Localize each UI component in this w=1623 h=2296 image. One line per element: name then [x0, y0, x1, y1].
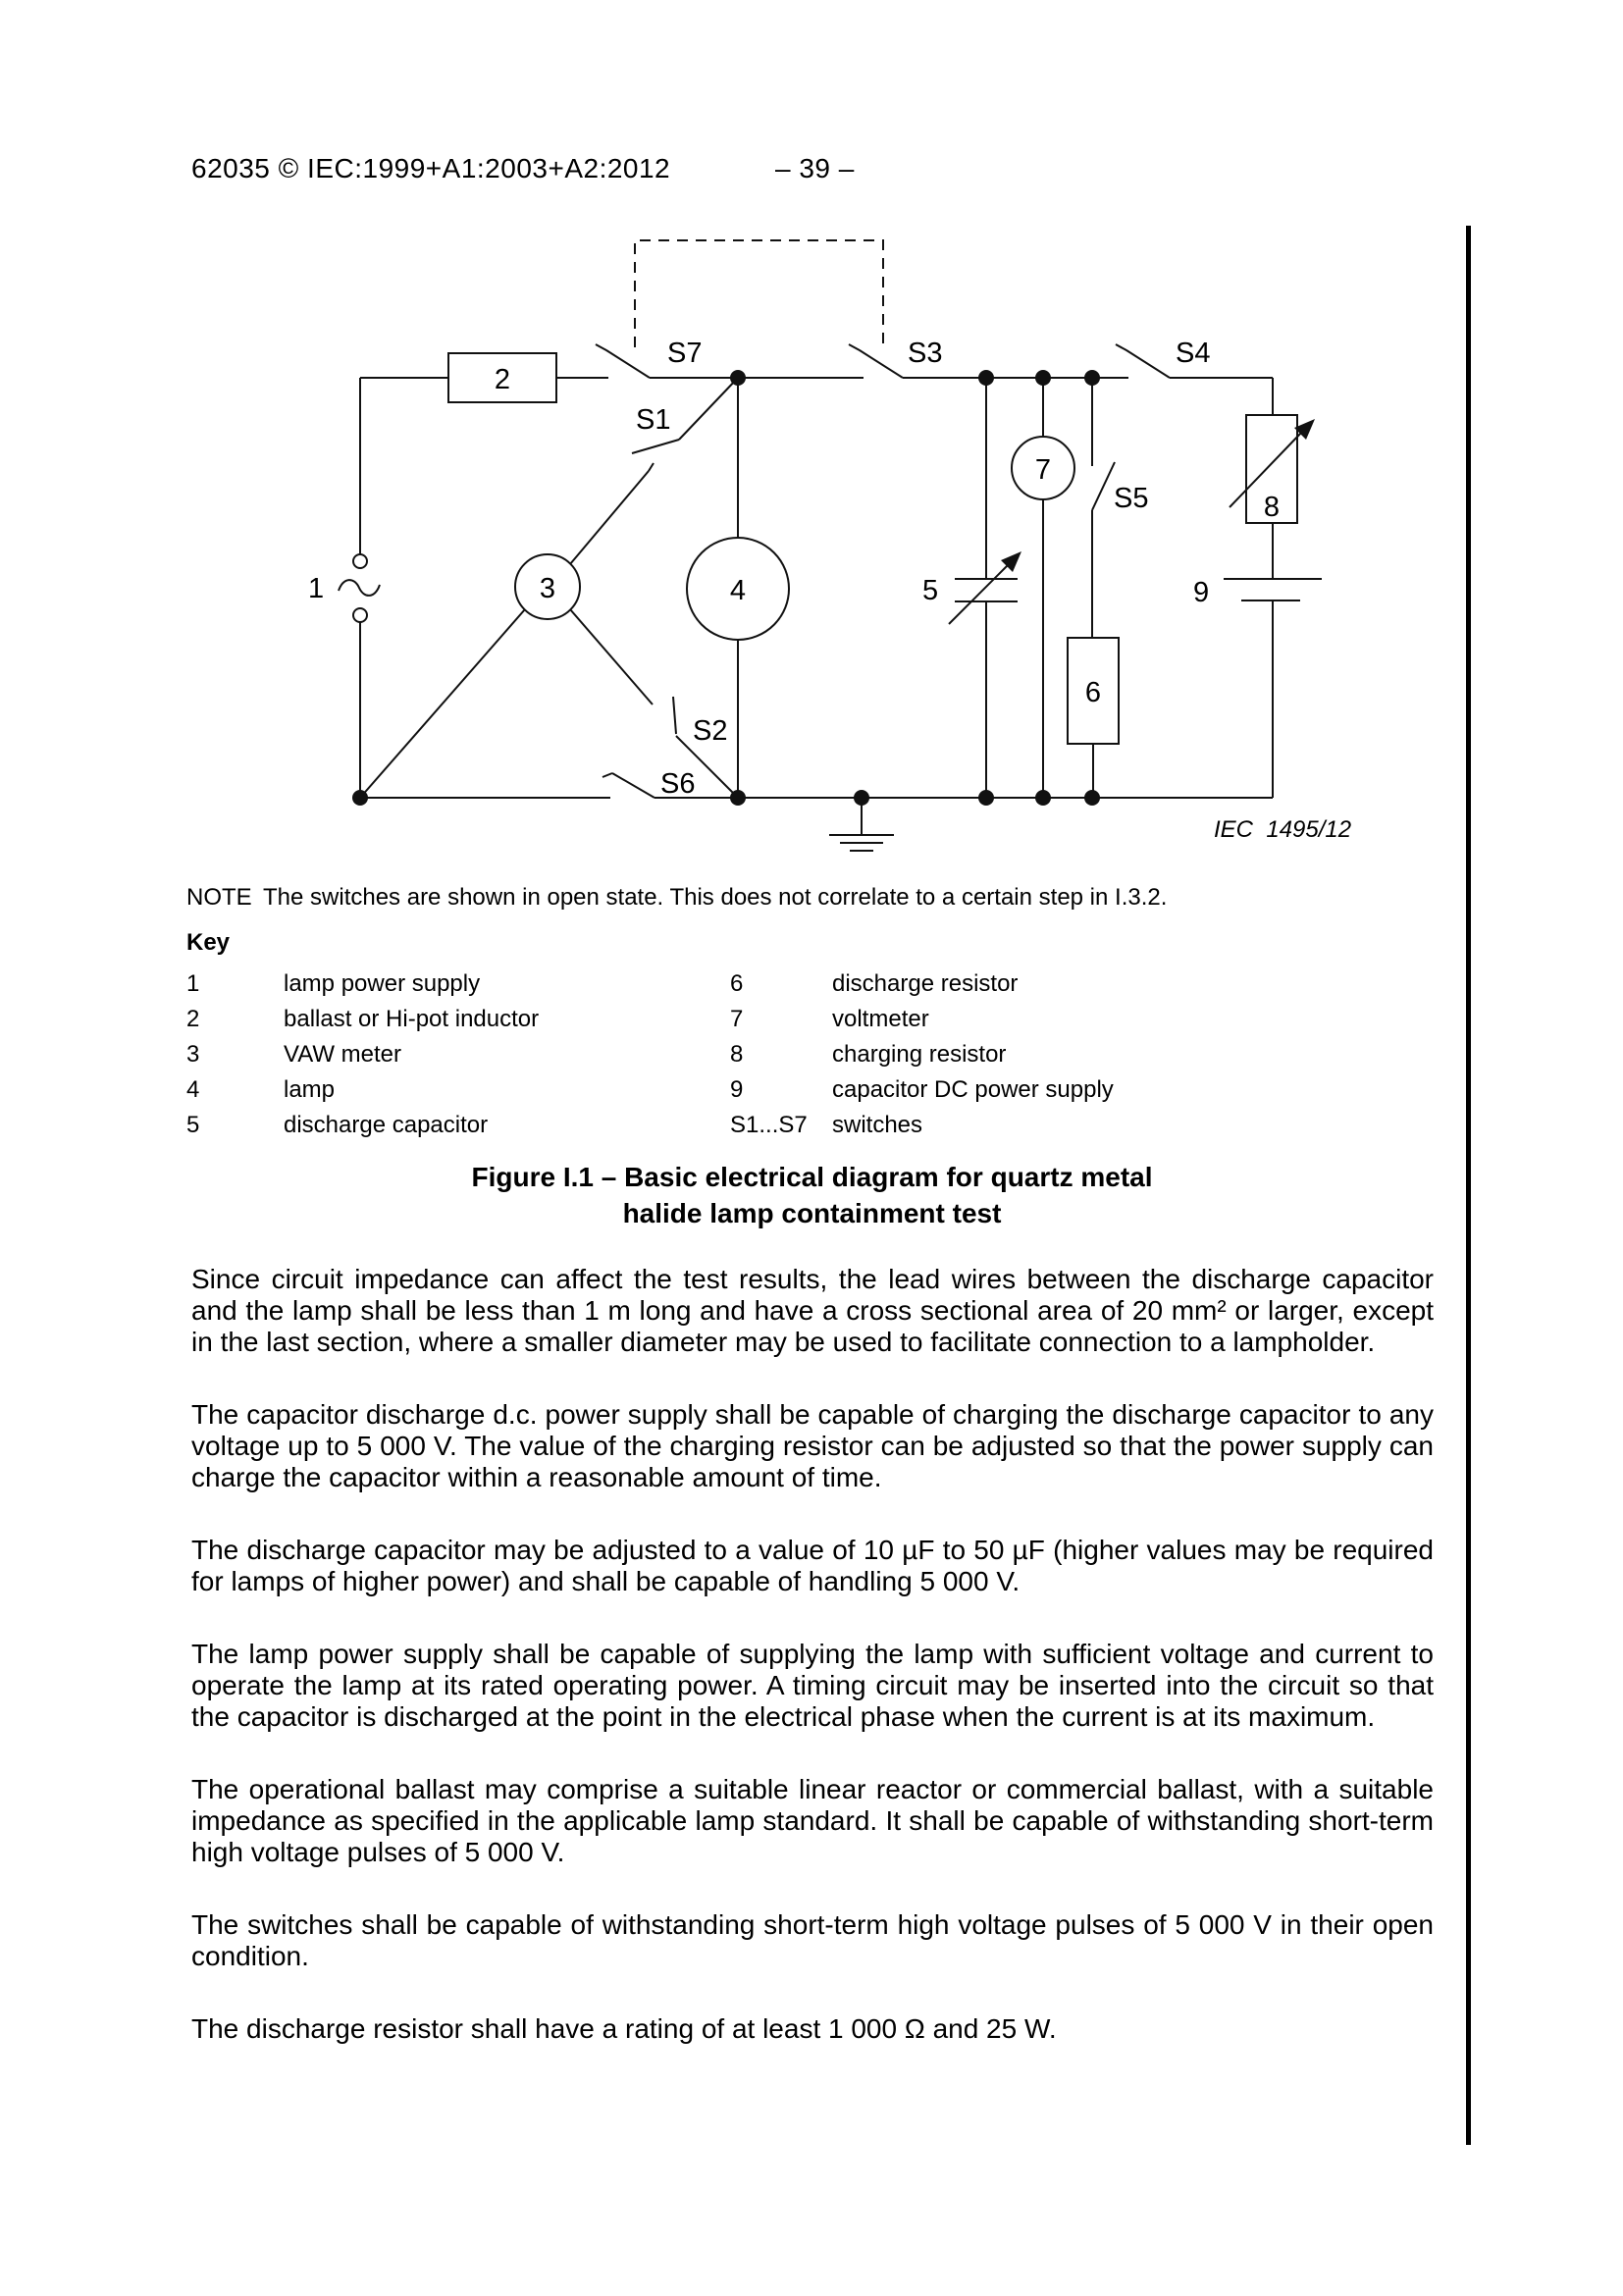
label-component-3: 3	[539, 573, 556, 604]
body-paragraph: Since circuit impedance can affect the test results, the lead wires between the discharge capacitor and the lamp shall be less than 1 m long and have a cross sectional area of 20 mm² or larger, except in the last section, where a smaller diameter may be used to facilitate connection to a lampholder.	[191, 1264, 1434, 1357]
key-item-description: switches	[832, 1112, 923, 1138]
key-item-number: 9	[730, 1076, 744, 1103]
figure-note	[186, 884, 1167, 912]
key-item-description: ballast or Hi-pot inductor	[284, 1006, 540, 1032]
dc-capacitor-symbol	[1224, 579, 1322, 600]
key-item-number: 5	[186, 1112, 200, 1138]
key-item-description: discharge resistor	[832, 970, 1019, 997]
label-switch-s4: S4	[1176, 338, 1211, 369]
figure-caption-line2: halide lamp containment test	[622, 1198, 1002, 1228]
header-page-number: – 39 –	[775, 153, 855, 183]
key-item-number: 7	[730, 1006, 744, 1032]
key-item-description: lamp power supply	[284, 970, 481, 997]
key-item-description: lamp	[284, 1076, 336, 1103]
key-item-description: charging resistor	[832, 1041, 1007, 1068]
coupling-dashed-line	[635, 240, 883, 347]
switch-blades	[596, 344, 1170, 798]
key-row	[186, 1002, 1433, 1037]
label-component-9: 9	[1193, 577, 1210, 608]
label-component-1: 1	[308, 573, 325, 604]
key-item-description: VAW meter	[284, 1041, 402, 1068]
label-component-6: 6	[1084, 677, 1102, 708]
key-item-number: 4	[186, 1076, 200, 1103]
key-table	[186, 966, 1433, 1143]
label-component-2: 2	[494, 364, 511, 395]
label-component-7: 7	[1034, 454, 1052, 486]
figure-caption	[191, 1159, 1433, 1231]
body-paragraph: The discharge capacitor may be adjusted to a value of 10 µF to 50 µF (higher values may be required for lamps of higher power) and shall be capable of handling 5 000 V.	[191, 1535, 1434, 1596]
body-text	[191, 1264, 1434, 2086]
label-switch-s5: S5	[1114, 483, 1149, 514]
key-row	[186, 1037, 1433, 1072]
ground-symbol	[829, 798, 894, 851]
figure-caption-line1: Figure I.1 – Basic electrical diagram for quartz metal	[471, 1162, 1153, 1192]
key-item-number: 3	[186, 1041, 200, 1068]
label-switch-s2: S2	[693, 715, 728, 747]
ac-source-symbol	[339, 554, 380, 622]
key-item-number: 2	[186, 1006, 200, 1032]
key-heading: Key	[186, 929, 231, 956]
header-standard-designation: 62035 © IEC:1999+A1:2003+A2:2012	[191, 153, 671, 183]
figure-reference-number: IEC 1495/12	[1214, 816, 1352, 843]
note-text: The switches are shown in open state. This does not correlate to a certain step in I.3.2.	[263, 884, 1168, 911]
key-item-number: S1...S7	[730, 1112, 808, 1138]
key-row	[186, 966, 1433, 1002]
note-label: NOTE	[186, 884, 252, 911]
body-paragraph: The switches shall be capable of withstanding short-term high voltage pulses of 5 000 V in their open condition.	[191, 1909, 1434, 1971]
circuit-wires	[360, 378, 1273, 798]
key-item-description: voltmeter	[832, 1006, 929, 1032]
key-item-description: capacitor DC power supply	[832, 1076, 1114, 1103]
label-component-5: 5	[922, 575, 939, 606]
body-paragraph: The operational ballast may comprise a suitable linear reactor or commercial ballast, with a suitable impedance as specified in the applicable lamp standard. It shall be capable of withstanding short-term high voltage pulses of 5 000 V.	[191, 1774, 1434, 1867]
key-item-description: discharge capacitor	[284, 1112, 489, 1138]
label-switch-s6: S6	[660, 768, 696, 800]
body-paragraph: The discharge resistor shall have a rating of at least 1 000 Ω and 25 W.	[191, 2013, 1057, 2044]
key-item-number: 1	[186, 970, 200, 997]
label-switch-s7: S7	[667, 338, 703, 369]
label-switch-s1: S1	[636, 404, 671, 436]
key-row	[186, 1072, 1433, 1108]
circuit-diagram	[0, 0, 1623, 883]
label-component-8: 8	[1263, 492, 1281, 523]
label-switch-s3: S3	[908, 338, 943, 369]
key-row	[186, 1108, 1433, 1143]
key-item-number: 8	[730, 1041, 744, 1068]
key-item-number: 6	[730, 970, 744, 997]
body-paragraph: The capacitor discharge d.c. power supply shall be capable of charging the discharge capacitor to any voltage up to 5 000 V. The value of the charging resistor can be adjusted so that the power supply can charge the capacitor within a reasonable amount of time.	[191, 1399, 1434, 1492]
change-bar	[1466, 226, 1471, 2145]
label-component-4: 4	[729, 575, 747, 606]
body-paragraph: The lamp power supply shall be capable of supplying the lamp with sufficient voltage and current to operate the lamp at its rated operating power. A timing circuit may be inserted into the circuit so that the capacitor is discharged at the point in the electrical phase when the current is at its maximum.	[191, 1639, 1434, 1732]
